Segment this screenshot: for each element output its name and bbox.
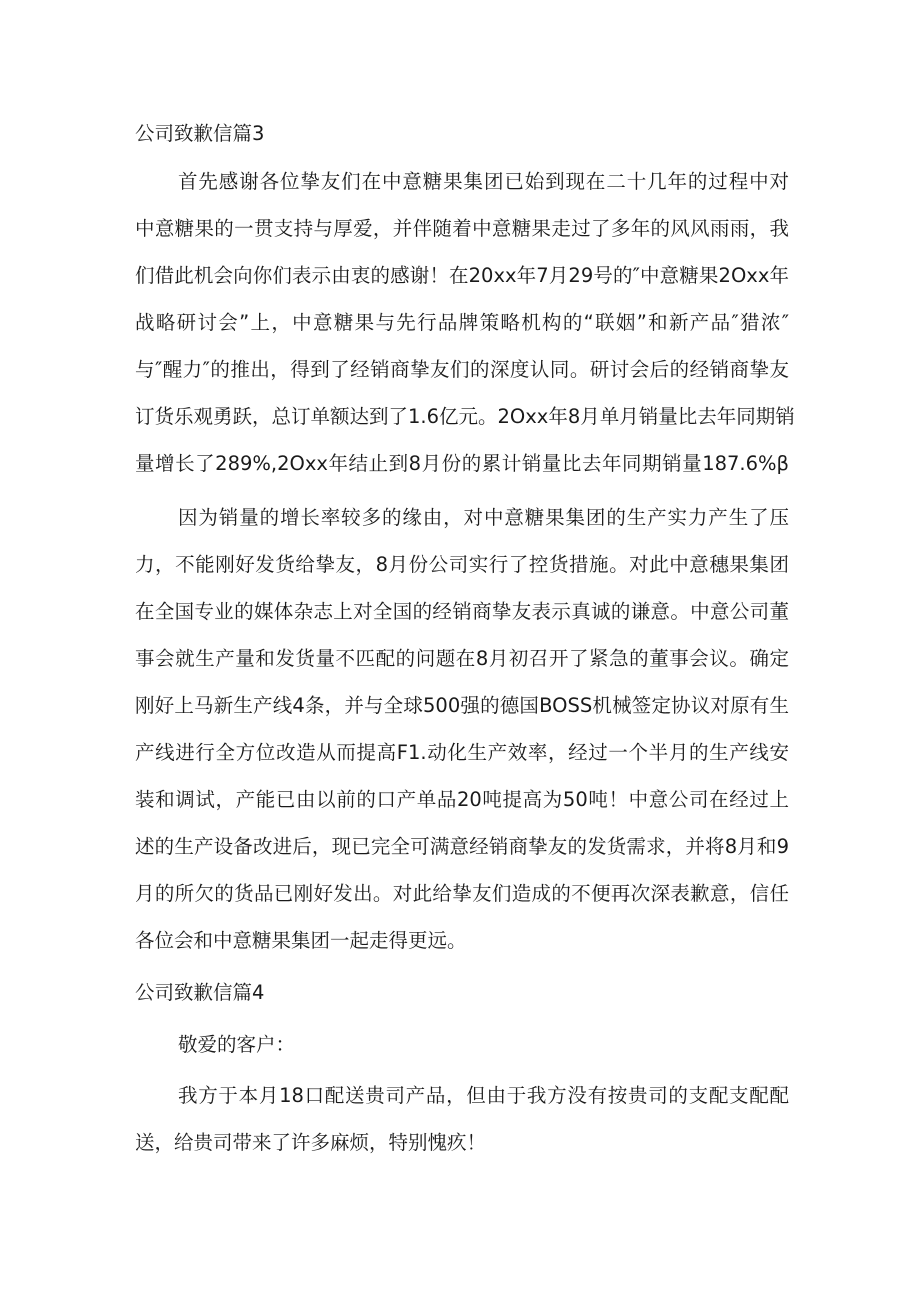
paragraph-line: 述的生产设备改进后，现已完全可满意经销商挚友的发货需求，并将8月和9	[135, 835, 789, 858]
paragraph-line: 因为销量的增长率较多的缘由，对中意糖果集团的生产实力产生了压	[178, 506, 789, 529]
paragraph-line: 订货乐观勇跃，总订单额达到了1.6亿元。2Oxx年8月单月销量比去年同期销	[135, 405, 795, 428]
paragraph-line: 与″醒力″的推出，得到了经销商挚友们的深度认同。研讨会后的经销商挚友	[135, 358, 789, 381]
paragraph-line: 量增长了289%,2Oxx年结止到8月份的累计销量比去年同期销量187.6%β	[135, 452, 789, 475]
paragraph-line: 首先感谢各位挚友们在中意糖果集团已始到现在二十几年的过程中对	[178, 170, 789, 193]
section-3-heading: 公司致歉信篇3	[135, 122, 265, 145]
paragraph-line: 战略研讨会”上，中意糖果与先行品牌策略机构的“联姻”和新产品″猎浓″	[135, 311, 789, 334]
paragraph-line: 在全国专业的媒体杂志上对全国的经销商挚友表示真诚的谦意。中意公司董	[135, 600, 789, 623]
paragraph-line: 月的所欠的货品已刚好发出。对此给挚友们造成的不便再次深表歉意，信任	[135, 882, 789, 905]
paragraph-line: 中意糖果的一贯支持与厚爱，并伴随着中意糖果走过了多年的风风雨雨，我	[135, 217, 789, 240]
paragraph-line: 刚好上马新生产线4条，并与全球500强的德国BOSS机械签定协议对原有生	[135, 694, 789, 717]
paragraph-line: 我方于本月18口配送贵司产品，但由于我方没有按贵司的支配支配配	[178, 1084, 789, 1107]
salutation: 敬爱的客户：	[178, 1033, 296, 1056]
paragraph-line: 力，不能刚好发货给挚友，8月份公司实行了控货措施。对此中意穗果集团	[135, 553, 789, 576]
paragraph-line: 装和调试，产能已由以前的口产单品20吨提高为50吨！中意公司在经过上	[135, 788, 789, 811]
paragraph-line: 产线进行全方位改造从而提高F1.动化生产效率，经过一个半月的生产线安	[135, 741, 789, 764]
paragraph-line: 事会就生产量和发货量不匹配的问题在8月初召开了紧急的董事会议。确定	[135, 647, 789, 670]
paragraph-line: 送，给贵司带来了许多麻烦，特别愧疚！	[135, 1131, 487, 1154]
section-4-heading: 公司致歉信篇4	[135, 981, 265, 1004]
paragraph-line: 们借此机会向你们表示由衷的感谢！在20xx年7月29号的″中意糖果2Oxx年	[135, 264, 789, 287]
paragraph-line: 各位会和中意糖果集团一起走得更远。	[135, 929, 467, 952]
